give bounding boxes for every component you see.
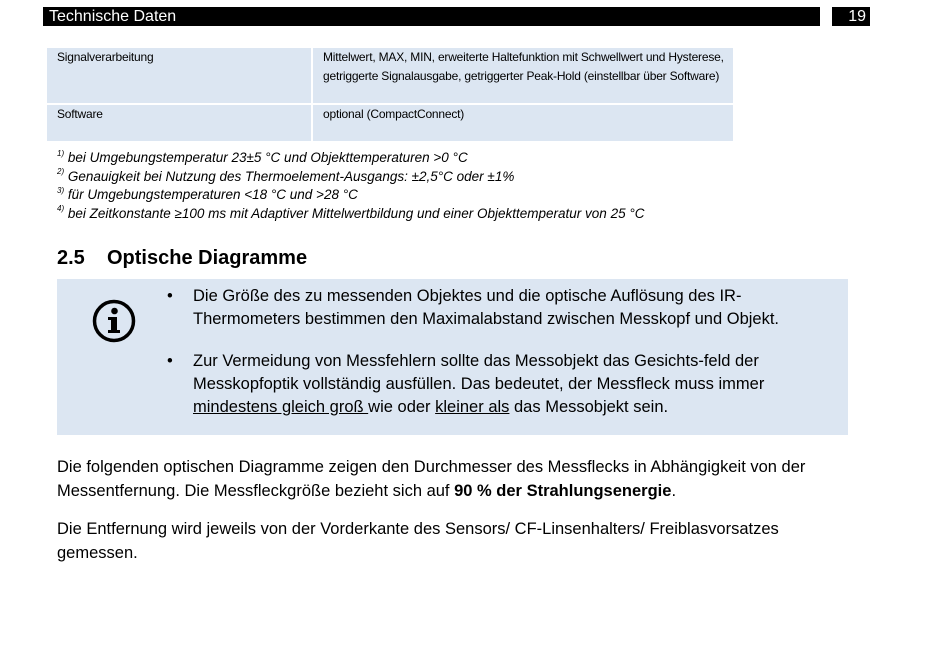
footnote-text: bei Umgebungstemperatur 23±5 °C und Objekttemperaturen >0 °C [67, 150, 468, 165]
list-item-text: wie oder [368, 398, 436, 416]
section-heading [57, 246, 307, 270]
info-icon [92, 299, 136, 343]
page-number: 19 [848, 8, 866, 25]
header-title: Technische Daten [49, 8, 177, 25]
paragraph: Die Entfernung wird jeweils von der Vorderkante des Sensors/ CF-Linsenhalters/ Freiblasvorsatzes gemessen. [57, 520, 779, 562]
value-line: Mittelwert, MAX, MIN, erweiterte Haltefunktion mit Schwellwert und Hysterese, [323, 50, 724, 64]
bullet: • [167, 287, 173, 305]
value-line: optional (CompactConnect) [323, 107, 465, 121]
table-cell-label: Software [47, 104, 312, 141]
table-row [47, 104, 733, 141]
page-header-bar [43, 7, 820, 26]
footnote-mark: 3) [57, 185, 65, 195]
underlined-text: mindestens gleich groß [193, 398, 369, 416]
spec-table [47, 48, 733, 141]
section-number: 2.5 [57, 247, 85, 269]
footnote [57, 168, 644, 187]
footnote [57, 149, 644, 168]
underlined-text: kleiner als [435, 398, 510, 416]
paragraph-text: . [671, 482, 677, 500]
footnote [57, 205, 644, 224]
footnote-text: für Umgebungstemperaturen <18 °C und >28 °C [67, 187, 358, 202]
info-list [165, 285, 825, 438]
bold-text: 90 % der Strahlungsenergie [454, 482, 672, 500]
list-item [165, 350, 825, 419]
footnote-mark: 4) [57, 204, 65, 213]
footnote [57, 186, 644, 205]
section-title: Optische Diagramme [107, 247, 308, 269]
footnote-text: Genauigkeit bei Nutzung des Thermoelement-Ausgangs: ±2,5°C oder ±1% [67, 168, 515, 184]
list-item-text: Zur Vermeidung von Messfehlern sollte das Messobjekt das Gesichts-feld der Messkopfoptik vollständig ausfüllen. Das bedeutet, der Messfleck muss immer [193, 352, 765, 393]
table-cell-value [312, 104, 733, 141]
list-item-text: das Messobjekt sein. [509, 398, 669, 416]
value-line: getriggerte Signalausgabe, getriggerter Peak-Hold (einstellbar über Software) [323, 69, 720, 83]
bullet: • [167, 352, 173, 370]
footnote-text: bei Zeitkonstante ≥100 ms mit Adaptiver Mittelwertbildung und einer Objekttemperatur von 25 °C [67, 205, 645, 221]
footnote-mark: 1) [57, 148, 65, 158]
list-item-text: Die Größe des zu messenden Objektes und die optische Auflösung des IR-Thermometers bestimmen den Maximalabstand zwischen Messkopf und Objekt. [193, 287, 779, 328]
page-number-box [832, 7, 870, 26]
paragraph-text: Die folgenden optischen Diagramme zeigen den Durchmesser des Messflecks in Abhängigkeit von der Messentfernung. Die Messfleckgröße bezieht sich auf [57, 458, 806, 500]
footnote-mark: 2) [57, 167, 65, 176]
info-box [57, 279, 848, 435]
list-item [165, 285, 825, 331]
table-row [47, 48, 733, 104]
footnotes [57, 149, 644, 223]
paragraph [57, 455, 857, 503]
table-cell-label: Signalverarbeitung [47, 48, 312, 104]
table-cell-value [312, 48, 733, 104]
